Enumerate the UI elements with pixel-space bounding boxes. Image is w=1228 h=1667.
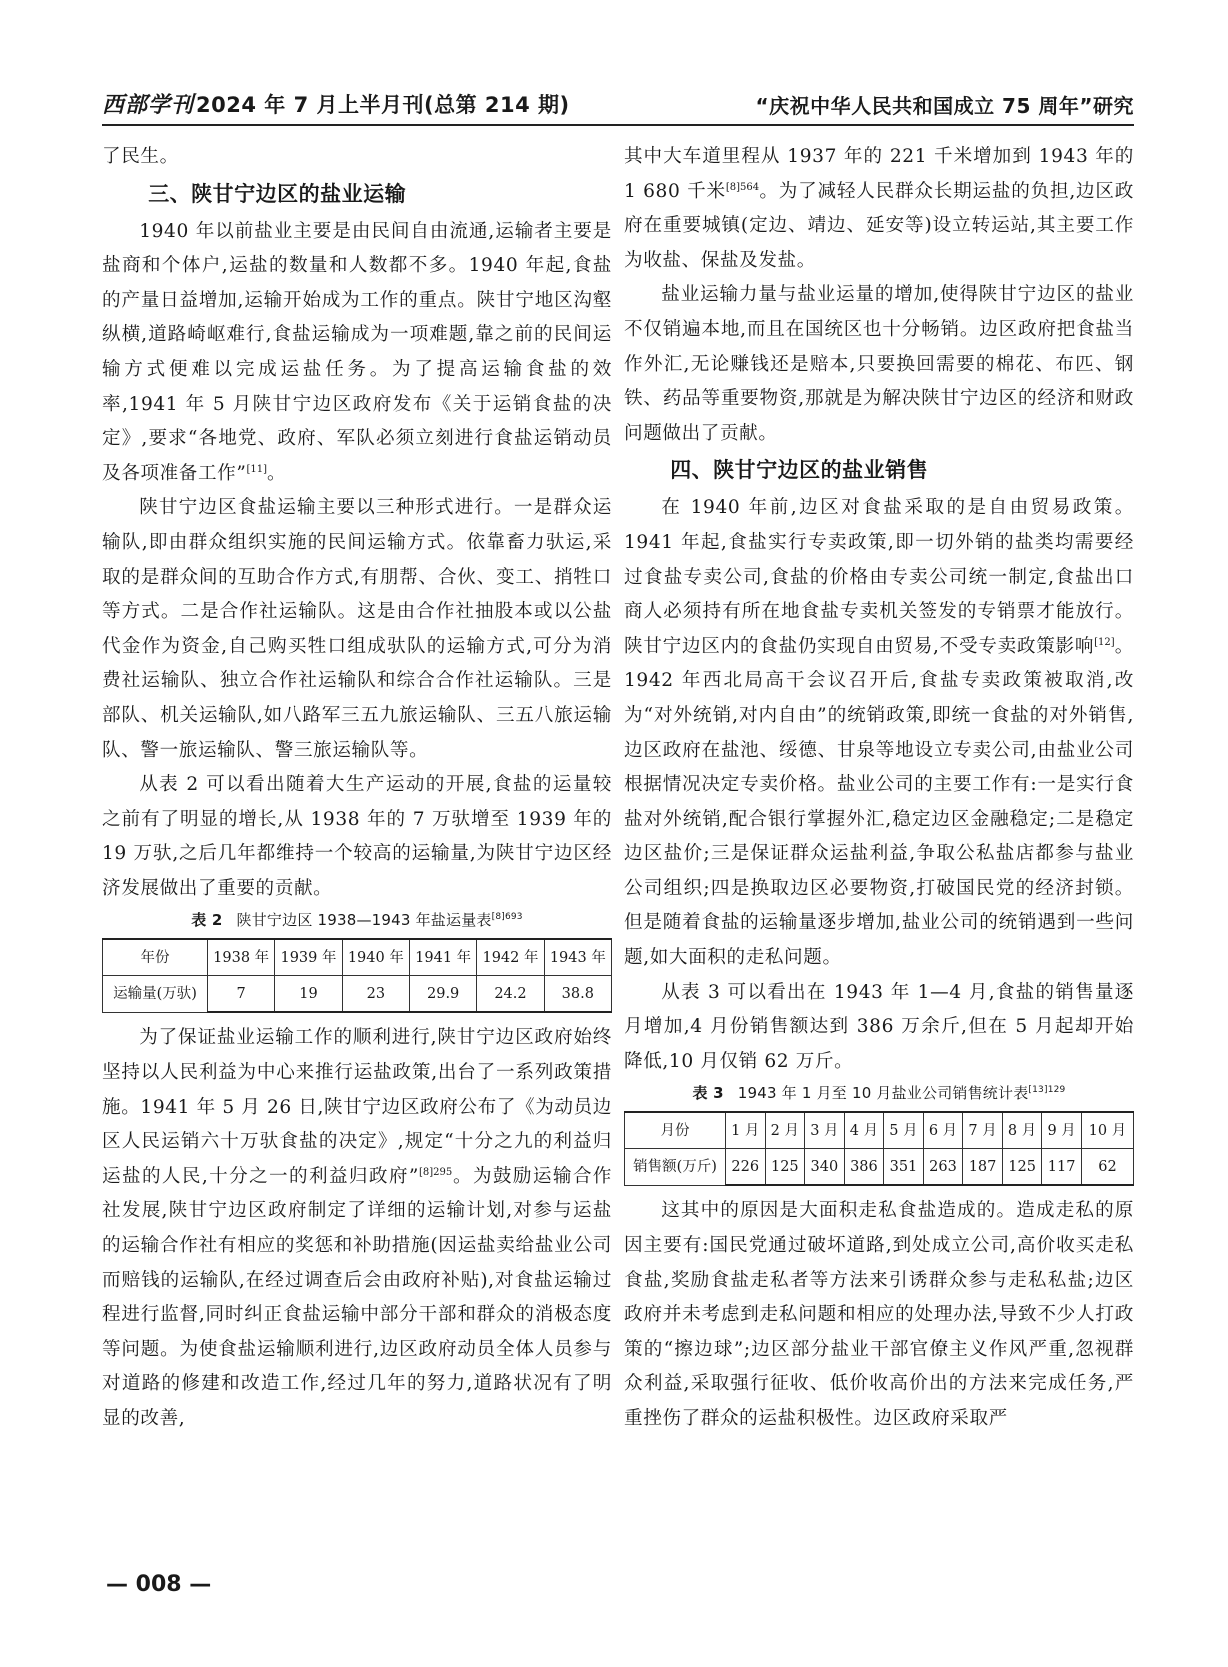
table-cell: 125 (765, 1149, 805, 1186)
table-header-cell: 销售额(万斤) (625, 1149, 726, 1186)
table-cell: 19 (275, 976, 342, 1013)
section-heading-4: 四、陕甘宁边区的盐业销售 (670, 458, 929, 483)
table-cell: 1939 年 (275, 939, 342, 976)
citation: [11] (246, 463, 267, 475)
table-cell: 62 (1081, 1149, 1133, 1186)
table-cell: 2 月 (765, 1112, 805, 1149)
paragraph: 这其中的原因是大面积走私食盐造成的。造成走私的原因主要有:国民党通过破坏道路,到处成立公司,高价收买走私食盐,奖励食盐走私者等方法来引诱群众参与走私私盐;边区政府并未考虑到走私问题和相应的处理办法,导致不少人打政策的“擦边球”;边区部分盐业干部官僚主义作风严重,忽视群众利益,采取强行征收、低价收高价出的方法来完成任务,严重挫伤了群众的运盐积极性。边区政府采取严 (624, 1200, 1134, 1429)
table-header-cell: 月份 (625, 1112, 726, 1149)
issue-info: 2024 年 7 月上半月刊(总第 214 期) (196, 93, 570, 117)
table-cell: 5 月 (884, 1112, 924, 1149)
journal-issue-block (102, 88, 570, 119)
table-row (103, 939, 612, 976)
left-column (102, 140, 612, 1437)
table-cell: 263 (923, 1149, 963, 1186)
table-2 (102, 938, 612, 1013)
column-title: “庆祝中华人民共和国成立 75 周年”研究 (755, 94, 1134, 118)
paragraph: 陕甘宁边区食盐运输主要以三种形式进行。一是群众运输队,即由群众组织实施的民间运输方式。依靠畜力驮运,采取的是群众间的互助合作方式,有朋帮、合伙、变工、捎牲口等方式。二是合作社运输队。这是由合作社抽股本或以公盐代金作为资金,自己购买牲口组成驮队的运输方式,可分为消费社运输队、独立合作社运输队和综合合作社运输队。三是部队、机关运输队,如八路军三五九旅运输队、三五八旅运输队、警一旅运输队、警三旅运输队等。 (102, 497, 612, 761)
table-cell: 10 月 (1081, 1112, 1133, 1149)
table-row (103, 976, 612, 1013)
table-cell: 1 月 (726, 1112, 766, 1149)
page-header (102, 84, 1134, 126)
table-2-caption: 表 2 陕甘宁边区 1938—1943 年盐运量表$^{[8]693}$ (191, 911, 523, 930)
table-cell: 3 月 (805, 1112, 845, 1149)
table-header-cell: 年份 (103, 939, 208, 976)
table-cell: 24.2 (477, 976, 544, 1013)
table-row (625, 1149, 1134, 1186)
table-cell: 38.8 (544, 976, 611, 1013)
paragraph: 其中大车道里程从 1937 年的 221 千米增加到 1943 年的 1 680 千米$^{[8]564}$。为了减轻人民群众长期运盐的负担,边区政府在重要城镇(定边、靖边、延安等)设立转运站,其主要工作为收盐、保盐及发盐。 (624, 146, 1134, 271)
table-row (625, 1112, 1134, 1149)
table-3 (624, 1111, 1134, 1186)
table-cell: 8 月 (1002, 1112, 1042, 1149)
paragraph: 为了保证盐业运输工作的顺利进行,陕甘宁边区政府始终坚持以人民利益为中心来推行运盐政策,出台了一系列政策措施。1941 年 5 月 26 日,陕甘宁边区政府公布了《为动员边区人民运销六十万驮食盐的决定》,规定“十分之九的利益归运盐的人民,十分之一的利益归政府”$^{[8]295}$。为鼓励运输合作社发展,陕甘宁边区政府制定了详细的运输计划,对参与运盐的运输合作社有相应的奖惩和补助措施(因运盐卖给盐业公司而赔钱的运输队,在经过调查后会由政府补贴),对食盐运输过程进行监督,同时纠正食盐运输中部分干部和群众的消极态度等问题。为使食盐运输顺利进行,边区政府动员全体人员参与对道路的修建和改造工作,经过几年的努力,道路状况有了明显的改善, (102, 1027, 612, 1429)
paragraph: 从表 3 可以看出在 1943 年 1—4 月,食盐的销售量逐月增加,4 月份销售额达到 386 万余斤,但在 5 月起却开始降低,10 月仅销 62 万斤。 (624, 981, 1134, 1072)
table-cell: 125 (1002, 1149, 1042, 1186)
paragraph: 在 1940 年前,边区对食盐采取的是自由贸易政策。1941 年起,食盐实行专卖政策,即一切外销的盐类均需要经过食盐专卖公司,食盐的价格由专卖公司统一制定,食盐出口商人必须持有所在地食盐专卖机关签发的专销票才能放行。陕甘宁边区内的食盐仍实现自由贸易,不受专卖政策影响[12]。1942 年西北局高干会议召开后,食盐专卖政策被取消,改为“对外统销,对内自由”的统销政策,即统一食盐的对外销售,边区政府在盐池、绥德、甘泉等地设立专卖公司,由盐业公司根据情况决定专卖价格。盐业公司的主要工作有:一是实行食盐对外统销,配合银行掌握外汇,稳定边区金融稳定;二是稳定边区盐价;三是保证群众运盐利益,争取公私盐店都参与盐业公司组织;四是换取边区必要物资,打破国民党的经济封锁。但是随着食盐的运输量逐步增加,盐业公司的统销遇到一些问题,如大面积的走私问题。 (624, 497, 1134, 969)
table-cell: 9 月 (1042, 1112, 1082, 1149)
paragraph: 1940 年以前盐业主要是由民间自由流通,运输者主要是盐商和个体户,运盐的数量和人数都不多。1940 年起,食盐的产量日益增加,运输开始成为工作的重点。陕甘宁地区沟壑纵横,道路崎岖难行,食盐运输成为一项难题,靠之前的民间运输方式便难以完成运盐任务。为了提高运输食盐的效率,1941 年 5 月陕甘宁边区政府发布《关于运销食盐的决定》,要求“各地党、政府、军队必须立刻进行食盐运销动员及各项准备工作”[11]。 (102, 220, 612, 484)
table-cell: 226 (726, 1149, 766, 1186)
table-cell: 1942 年 (477, 939, 544, 976)
citation: [8]564 (725, 181, 760, 193)
citation: [8]295 (418, 1166, 453, 1178)
table-cell: 386 (844, 1149, 884, 1186)
table-3-caption: 表 3 1943 年 1 月至 10 月盐业公司销售统计表$^{[13]129}$ (692, 1084, 1066, 1103)
table-cell: 187 (963, 1149, 1003, 1186)
paragraph: 了民生。 (102, 146, 179, 167)
journal-logo: 西部学刊 (102, 92, 195, 118)
table-cell: 23 (342, 976, 409, 1013)
table-cell: 1938 年 (208, 939, 275, 976)
table-cell: 4 月 (844, 1112, 884, 1149)
section-heading-3: 三、陕甘宁边区的盐业运输 (148, 181, 407, 206)
paragraph: 从表 2 可以看出随着大生产运动的开展,食盐的运量较之前有了明显的增长,从 1938 年的 7 万驮增至 1939 年的 19 万驮,之后几年都维持一个较高的运输量,为陕甘宁边区经济发展做出了重要的贡献。 (102, 774, 612, 899)
paragraph: 盐业运输力量与盐业运量的增加,使得陕甘宁边区的盐业不仅销遍本地,而且在国统区也十分畅销。边区政府把食盐当作外汇,无论赚钱还是赔本,只要换回需要的棉花、布匹、钢铁、药品等重要物资,那就是为解决陕甘宁边区的经济和财政问题做出了贡献。 (624, 284, 1134, 444)
page-number: — 008 — (106, 1572, 212, 1597)
table-cell: 6 月 (923, 1112, 963, 1149)
table-cell: 1940 年 (342, 939, 409, 976)
right-column (624, 140, 1134, 1437)
table-cell: 117 (1042, 1149, 1082, 1186)
table-cell: 1941 年 (409, 939, 476, 976)
table-cell: 7 (208, 976, 275, 1013)
table-cell: 1943 年 (544, 939, 611, 976)
table-cell: 29.9 (409, 976, 476, 1013)
table-header-cell: 运输量(万驮) (103, 976, 208, 1013)
table-cell: 7 月 (963, 1112, 1003, 1149)
citation: [12] (1094, 636, 1115, 648)
table-cell: 340 (805, 1149, 845, 1186)
table-cell: 351 (884, 1149, 924, 1186)
